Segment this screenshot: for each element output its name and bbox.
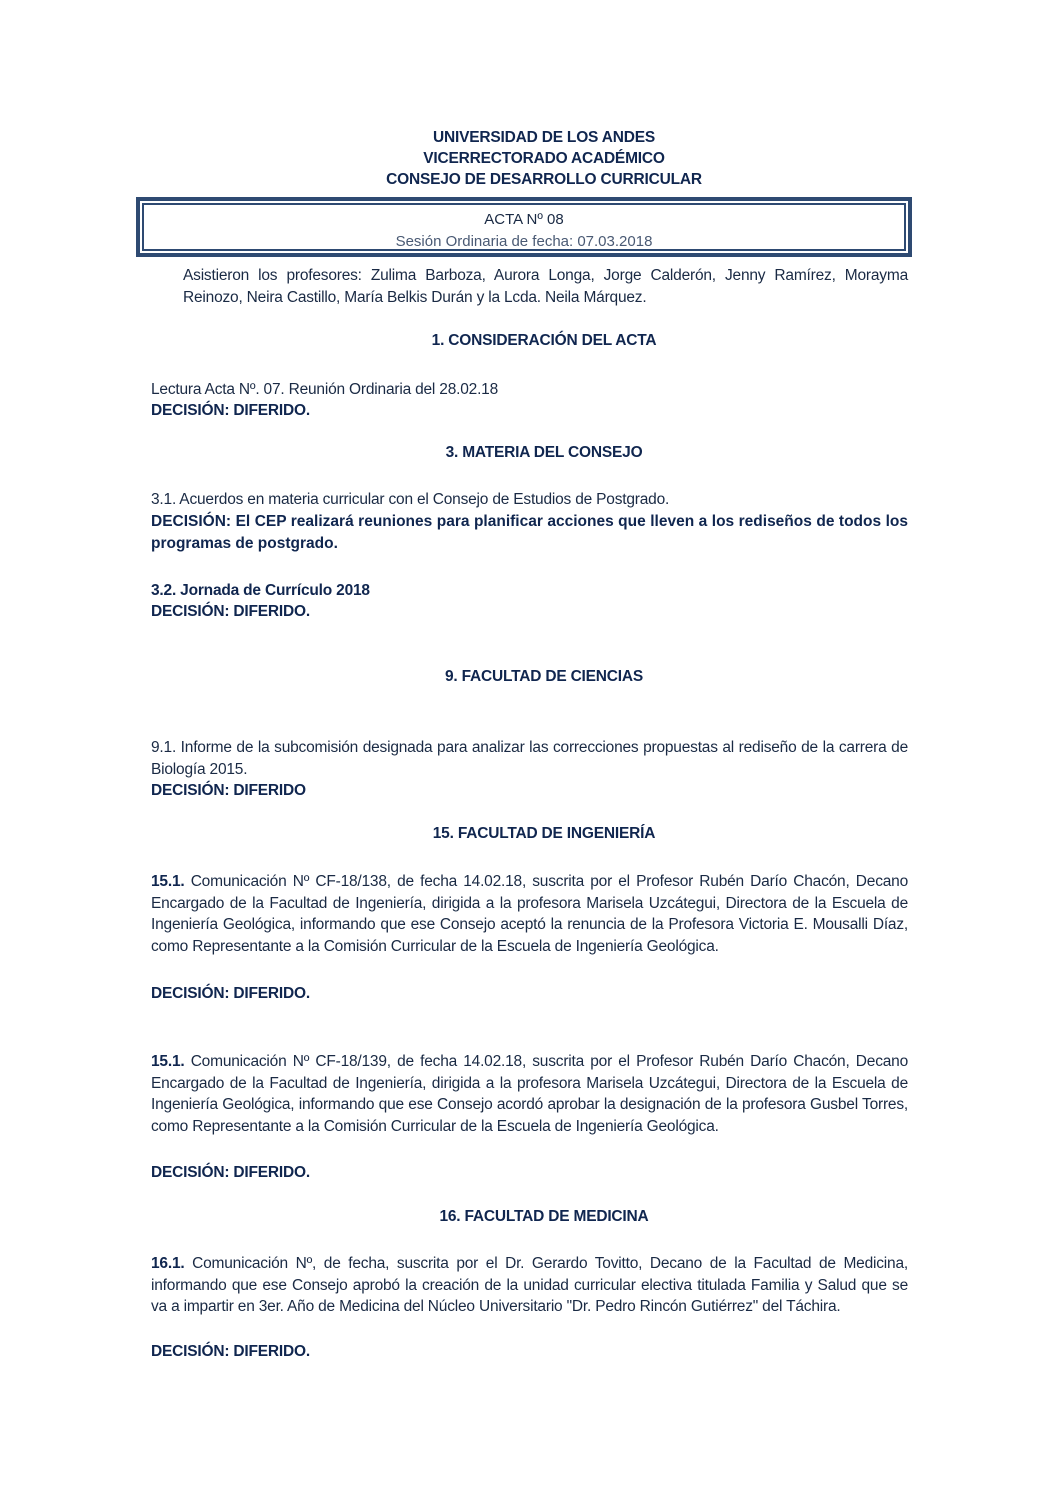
section-title-3: 3. MATERIA DEL CONSEJO (445, 444, 643, 461)
section-title-15: 15. FACULTAD DE INGENIERÍA (432, 825, 656, 842)
item-number: 16.1. (151, 1255, 185, 1272)
document-header (0, 127, 1058, 190)
section-title-1: 1. CONSIDERACIÓN DEL ACTA (431, 332, 657, 349)
item-text: Comunicación Nº CF-18/139, de fecha 14.02.18, suscrita por el Profesor Rubén Darío Chacón, Decano Encargado de la Facultad de Ingeniería, dirigida a la profesora Marisela Uzcátegui, Directora de la Escuela de Ingeniería Geológica, informando que ese Consejo acordó aprobar la designación de la profesora Gusbel Torres, como Representante a la Comisión Curricular de la Escuela de Ingeniería Geológica. (151, 1053, 909, 1135)
section-title-16: 16. FACULTAD DE MEDICINA (439, 1208, 649, 1225)
acta-title-box (136, 197, 912, 257)
council-name: CONSEJO DE DESARROLLO CURRICULAR (386, 171, 702, 188)
section-9-item: 9.1. Informe de la subcomisión designada para analizar las correcciones propuestas al rediseño de la carrera de Biología 2015. (151, 739, 908, 778)
attendance-paragraph: Asistieron los profesores: Zulima Barboza, Aurora Longa, Jorge Calderón, Jenny Ramírez, Morayma Reinozo, Neira Castillo, María Belkis Durán y la Lcda. Neila Márquez. (183, 267, 908, 306)
university-name: UNIVERSIDAD DE LOS ANDES (433, 129, 655, 146)
section-16-decision: DECISIÓN: DIFERIDO. (151, 1343, 310, 1360)
section-9-decision: DECISIÓN: DIFERIDO (151, 782, 306, 799)
vicerrectorado-name: VICERRECTORADO ACADÉMICO (423, 150, 665, 167)
section-3-item-1: 3.1. Acuerdos en materia curricular con el Consejo de Estudios de Postgrado. (151, 491, 670, 508)
item-text: Comunicación Nº, de fecha, suscrita por el Dr. Gerardo Tovitto, Decano de la Facultad de Medicina, informando que ese Consejo aprobó la creación de la unidad curricular electiva titulada Familia y Salud que se va a impartir en 3er. Año de Medicina del Núcleo Universitario "Dr. Pedro Rincón Gutiérrez" del Táchira. (151, 1255, 909, 1315)
section-3-decision-1: DECISIÓN: El CEP realizará reuniones para planificar acciones que lleven a los rediseños de todos los programas de postgrado. (151, 513, 908, 552)
item-number: 15.1. (151, 873, 185, 890)
section-1-decision: DECISIÓN: DIFERIDO. (151, 402, 310, 419)
section-16-item (151, 1253, 908, 1318)
section-15-decision-2: DECISIÓN: DIFERIDO. (151, 1164, 310, 1181)
section-title-9: 9. FACULTAD DE CIENCIAS (444, 668, 644, 685)
section-3-decision-2: DECISIÓN: DIFERIDO. (151, 603, 310, 620)
section-15-item-1 (151, 871, 908, 957)
item-text: Comunicación Nº CF-18/138, de fecha 14.02.18, suscrita por el Profesor Rubén Darío Chacón, Decano Encargado de la Facultad de Ingeniería, dirigida a la profesora Marisela Uzcátegui, Directora de la Escuela de Ingeniería Geológica, informando que ese Consejo aceptó la renuncia de la Profesora Victoria E. Mousalli Díaz, como Representante a la Comisión Curricular de la Escuela de Ingeniería Geológica. (151, 873, 909, 955)
acta-number: ACTA Nº 08 (484, 211, 564, 228)
section-1-item: Lectura Acta Nº. 07. Reunión Ordinaria del 28.02.18 (151, 381, 499, 398)
section-3-item-2: 3.2. Jornada de Currículo 2018 (151, 582, 370, 599)
section-15-decision-1: DECISIÓN: DIFERIDO. (151, 985, 310, 1002)
section-15-item-2 (151, 1051, 908, 1137)
item-number: 15.1. (151, 1053, 185, 1070)
session-date: Sesión Ordinaria de fecha: 07.03.2018 (395, 233, 653, 250)
